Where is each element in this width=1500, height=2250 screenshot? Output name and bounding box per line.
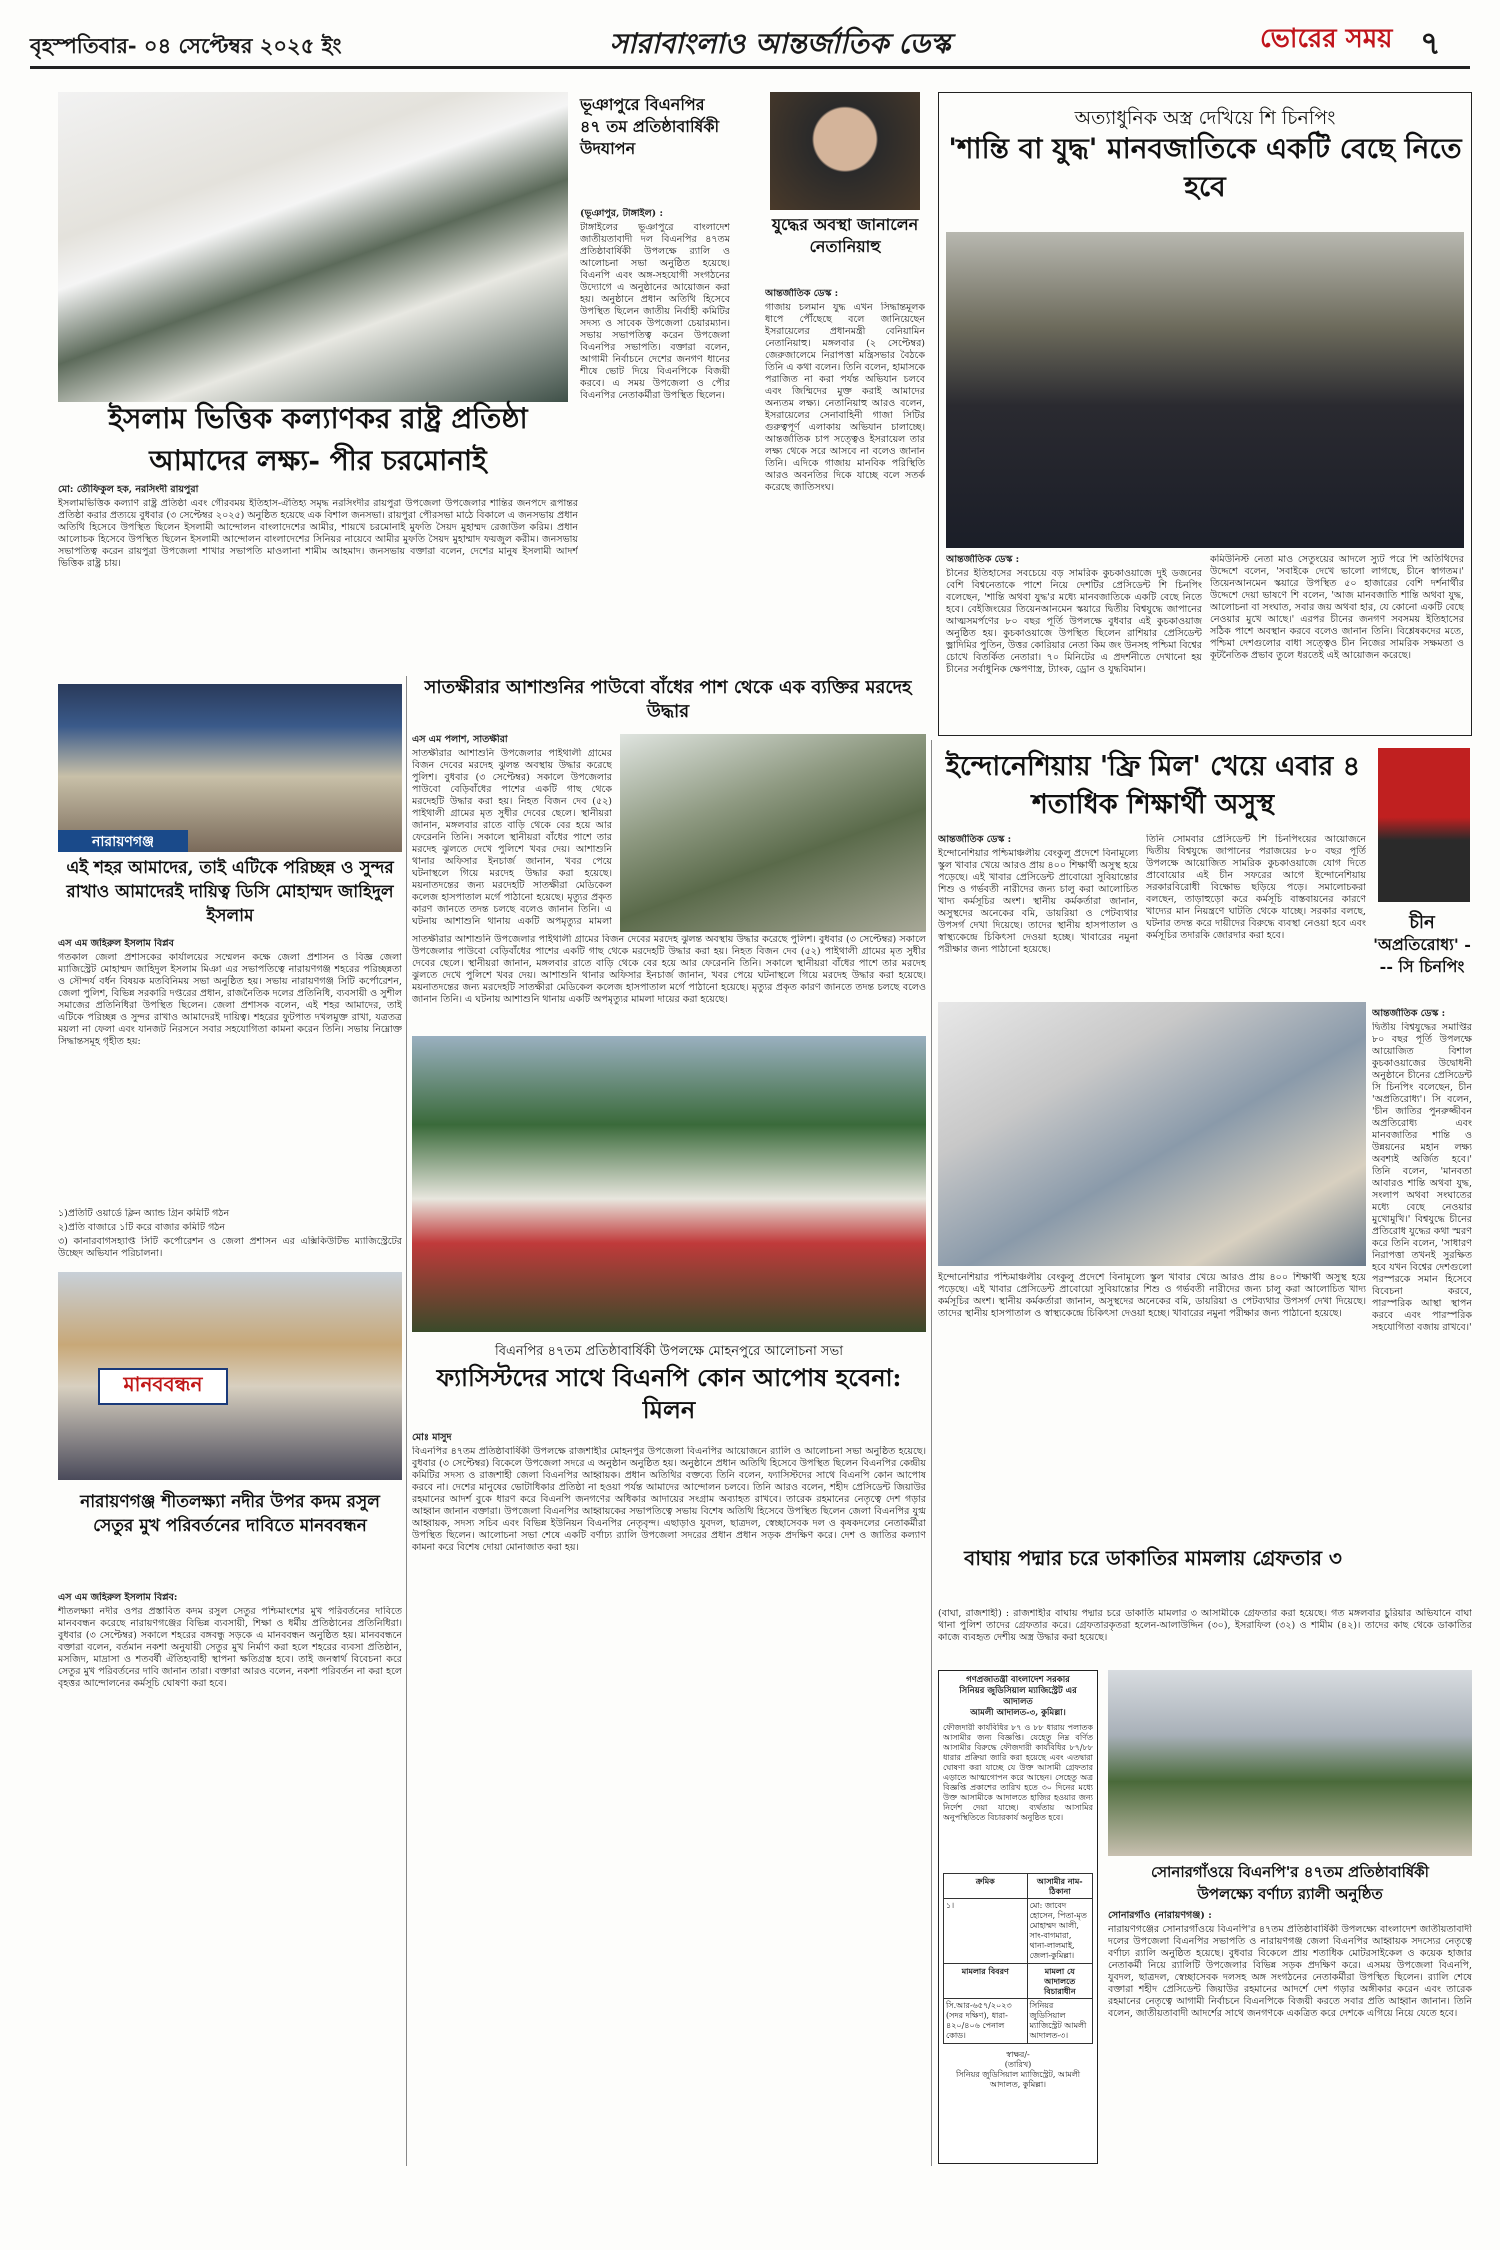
story9-kicker: বিএনপির ৪৭তম প্রতিষ্ঠাবার্ষিকী উপলক্ষে মোহনপুরে আলোচনা সভা [495, 1344, 843, 1359]
story5-body: গতকাল জেলা প্রশাসকের কার্যালয়ের সম্মেলন কক্ষে জেলা প্রশাসন ও বিজ্ঞ জেলা ম্যাজিস্ট্রেট মোহাম্মদ জাহিদুল ইসলাম মিঞা এর সভাপতিত্বে নারায়ণগঞ্জ শহরের পরিচ্ছন্নতা ও সৌন্দর্য বর্ধন বিষয়ক মতবিনিময় সভা অনুষ্ঠিত হয়। সভায় নারায়ণগঞ্জ সিটি কর্পোরেশন, জেলা পুলিশ, বিভিন্ন সরকারি দপ্তরের প্রধান, রাজনৈতিক দলের প্রতিনিধি, ব্যবসায়ী ও সুশীল সমাজের প্রতিনিধিরা উপস্থিত ছিলেন। জেলা প্রশাসক বলেন, এই শহর আমাদের, তাই এটিকে পরিচ্ছন্ন ও সুন্দর রাখাও আমাদেরই দায়িত্ব। শহরের ফুটপাত দখলমুক্ত রাখা, যত্রতত্র ময়লা না ফেলা এবং যানজট নিরসনে সবার সহযোগিতা কামনা করেন তিনি। সভায় নিম্নোক্ত সিদ্ধান্তসমূহ গৃহীত হয়: [58, 952, 402, 1047]
story3-headline: যুদ্ধের অবস্থা জানালেন নেতানিয়াহু [771, 215, 919, 256]
story9-byline: মোঃ মাসুদ [412, 1432, 452, 1443]
story1-byline: মো: তৌফিকুল হক, নরসিংদী রায়পুরা [58, 484, 199, 495]
story7-body: ইন্দোনেশিয়ার পশ্চিমাঞ্চলীয় বেংকুলু প্রদেশে বিনামূল্যে স্কুল খাবার খেয়ে আরও প্রায় ৪০০ শিক্ষার্থী অসুস্থ হয়ে পড়েছে। এই খাবার প্রেসিডেন্ট প্রাবোয়ো সুবিয়ান্তোর শিশু ও গর্ভবতী নারীদের জন্য চালু করা আলোচিত খাদ্য কর্মসূচির অংশ। স্থানীয় কর্মকর্তারা জানান, অসুস্থদের অনেকের বমি, ডায়রিয়া ও পেটব্যথার উপসর্গ দেখা দিয়েছে। তাদের স্থানীয় হাসপাতাল ও স্বাস্থ্যকেন্দ্রে চিকিৎসা দেওয়া হচ্ছে। খাবারের নমুনা পরীক্ষার জন্য পাঠানো হয়েছে। [938, 848, 1138, 955]
story8-kicker: চীন [1409, 912, 1435, 933]
story7-headline: ইন্দোনেশিয়ায় 'ফ্রি মিল' খেয়ে এবার ৪ শতাধিক শিক্ষার্থী অসুস্থ [945, 751, 1361, 820]
issue-date: বৃহস্পতিবার- ০৪ সেপ্টেম্বর ২০২৫ ইং [30, 33, 342, 58]
masthead-rule [30, 66, 1470, 69]
story6-body: সাতক্ষীরার আশাশুনি উপজেলার পাইথালী গ্রামের বিজন দেবের মরদেহ ঝুলন্ত অবস্থায় উদ্ধার করেছে পুলিশ। বুধবার (৩ সেপ্টেম্বর) সকালে উপজেলার পাউবো বেড়িবাঁধের পাশের একটি গাছ থেকে মরদেহটি উদ্ধার করা হয়। নিহত বিজন দেব (৫২) পাইথালী গ্রামের মৃত সুধীর দেবের ছেলে। স্থানীয়রা জানান, মঙ্গলবার রাতে বাড়ি থেকে বের হয়ে আর ফেরেননি তিনি। সকালে স্থানীয়রা বাঁধের পাশে তার মরদেহ ঝুলতে দেখে পুলিশে খবর দেয়। আশাশুনি থানার অফিসার ইনচার্জ জানান, খবর পেয়ে ঘটনাস্থলে গিয়ে মরদেহ উদ্ধার করা হয়েছে। ময়নাতদন্তের জন্য মরদেহটি সাতক্ষীরা মেডিকেল কলেজ হাসপাতাল মর্গে পাঠানো হয়েছে। মৃত্যুর প্রকৃত কারণ জানতে তদন্ত চলছে বলেও জানান তিনি। এ ঘটনায় আশাশুনি থানায় একটি অপমৃত্যুর মামলা দায়ের করা হয়েছে। [412, 934, 926, 1005]
story8-photo [1378, 748, 1470, 902]
story1-photo [58, 92, 568, 402]
section-title: সারাবাংলাও আন্তর্জাতিক ডেস্ক [609, 27, 951, 60]
column-rule [406, 676, 407, 2166]
story4-body2: কমিউনিস্ট নেতা মাও সেতুংয়ের আদলে স্যুট পরে শি অতিথিদের উদ্দেশে বলেন, 'সবাইকে দেখে ভালো লাগছে, চীনে স্বাগতম।' তিয়েনআনমেন স্কয়ারে উপস্থিত ৫০ হাজারের বেশি দর্শনার্থীর উদ্দেশে দেয়া ভাষণে শি বলেন, 'আজ মানবজাতি শান্তি অথবা যুদ্ধ, আলোচনা বা সংঘাত, সবার জয় অথবা হার, যে কোনো একটি বেছে নেওয়ার মুখে আছে।' এরপর চীনের জনগণ সবসময় ইতিহাসের সঠিক পাশে অবস্থান করবে বলেও জানান তিনি। বিশ্লেষকদের মতে, পশ্চিমা দেশগুলোর বাধা সত্ত্বেও চীন নিজের সামরিক সক্ষমতা ও কূটনৈতিক প্রভাব তুলে ধরতেই এই আয়োজন করেছে। [1210, 554, 1464, 661]
notice-td-court: সিনিয়র জুডিসিয়াল ম্যাজিস্ট্রেট আমলী আদালত-৩। [1027, 1999, 1092, 2044]
newspaper-logo [1260, 18, 1400, 54]
story6-headline: সাতক্ষীরার আশাশুনির পাউবো বাঁধের পাশ থেকে এক ব্যক্তির মরদেহ উদ্ধার [424, 677, 912, 722]
story4-headline: 'শান্তি বা যুদ্ধ' মানবজাতিকে একটি বেছে নিতে হবে [948, 132, 1462, 203]
page-number: ৭ [1420, 24, 1441, 62]
story5-photo-caption: নারায়ণগঞ্জ [58, 830, 188, 852]
story2-headline: ভূঞাপুরে বিএনপির ৪৭ তম প্রতিষ্ঠাবার্ষিকী উদযাপন [580, 95, 720, 158]
story1-headline-2: আমাদের লক্ষ্য- পীর চরমোনাই [149, 444, 487, 477]
story10-headline: নারায়ণগঞ্জ শীতলক্ষ্যা নদীর উপর কদম রসুল সেতুর মুখ পরিবর্তনের দাবিতে মানববন্ধন [80, 1492, 380, 1536]
story3-body: গাজায় চলমান যুদ্ধ এখন সিদ্ধান্তমূলক ধাপে পৌঁছেছে বলে জানিয়েছেন ইসরায়েলের প্রধানমন্ত্রী বেনিয়ামিন নেতানিয়াহু। মঙ্গলবার (২ সেপ্টেম্বর) জেরুজালেমে নিরাপত্তা মন্ত্রিসভার বৈঠকে তিনি এ কথা বলেন। তিনি বলেন, হামাসকে পরাজিত না করা পর্যন্ত অভিযান চলবে এবং জিম্মিদের মুক্ত করাই আমাদের অন্যতম লক্ষ্য। নেতানিয়াহু আরও বলেন, ইসরায়েলের সেনাবাহিনী গাজা সিটির গুরুত্বপূর্ণ এলাকায় অভিযান চালাচ্ছে। আন্তর্জাতিক চাপ সত্ত্বেও ইসরায়েল তার লক্ষ্য থেকে সরে আসবে না বলেও জানান তিনি। এদিকে গাজায় মানবিক পরিস্থিতি আরও অবনতির দিকে যাচ্ছে বলে সতর্ক করেছে জাতিসংঘ। [765, 302, 925, 493]
story3-dateline: আন্তর্জাতিক ডেস্ক : [765, 288, 839, 299]
story8-body: দ্বিতীয় বিশ্বযুদ্ধের সমাপ্তির ৮০ বছর পূর্তি উপলক্ষে আয়োজিত বিশাল কুচকাওয়াজের উদ্বোধনী অনুষ্ঠানে চীনের প্রেসিডেন্ট সি চিনপিং বলেছেন, চীন 'অপ্রতিরোধ্য'। সি বলেন, 'চীন জাতির পুনরুজ্জীবন অপ্রতিরোধ্য এবং মানবজাতির শান্তি ও উন্নয়নের মহান লক্ষ্য অবশ্যই অর্জিত হবে।' তিনি বলেন, 'মানবতা আবারও শান্তি অথবা যুদ্ধ, সংলাপ অথবা সংঘাতের মধ্যে বেছে নেওয়ার মুখোমুখি।' বিশ্বযুদ্ধে চীনের প্রতিরোধ যুদ্ধের কথা স্মরণ করে তিনি বলেন, 'সাধারণ নিরাপত্তা তখনই সুরক্ষিত হবে যখন বিশ্বের দেশগুলো পরস্পরকে সমান হিসেবে বিবেচনা করবে, পারস্পরিক আস্থা স্থাপন করবে এবং পারস্পরিক সহযোগিতা বজায় রাখবে।' [1372, 1022, 1472, 1333]
story10-body: শীতলক্ষ্যা নদীর ওপর প্রস্তাবিত কদম রসুল সেতুর পশ্চিমাংশের মুখ পরিবর্তনের দাবিতে মানববন্ধন করেছে নারায়ণগঞ্জের বিভিন্ন ব্যবসায়ী, শিক্ষা ও ধর্মীয় প্রতিষ্ঠানের প্রতিনিধিরা। বুধবার (৩ সেপ্টেম্বর) সকালে শহরের বঙ্গবন্ধু সড়কে এ মানববন্ধন অনুষ্ঠিত হয়। মানববন্ধনে বক্তারা বলেন, বর্তমান নকশা অনুযায়ী সেতুর মুখ নির্মাণ করা হলে শহরের ব্যবসা প্রতিষ্ঠান, মসজিদ, মাদ্রাসা ও শতবর্ষী ঐতিহ্যবাহী স্থাপনা ক্ষতিগ্রস্ত হবে। তাই জনস্বার্থ বিবেচনা করে সেতুর মুখ পরিবর্তনের দাবি জানান তারা। বক্তারা আরও বলেন, নকশা পরিবর্তন না করা হলে বৃহত্তর আন্দোলনের কর্মসূচি ঘোষণা করা হবে। [58, 1606, 402, 1689]
notice-body: ফৌজদারী কার্যবিধির ৮৭ ও ৮৮ ধারায় পলাতক আসামীর জন্য বিজ্ঞপ্তি। যেহেতু নিম্ন বর্ণিত আসামীর বিরুদ্ধে ফৌজদারী কার্যবিধির ৮৭/৮৮ ধারার প্রক্রিয়া জারি করা হয়েছে এবং এতদ্বারা ঘোষণা করা যাচ্ছে যে উক্ত আসামী গ্রেফতার এড়াতে আত্মগোপন করে আছেন। সেহেতু অত্র বিজ্ঞপ্তি প্রকাশের তারিখ হতে ৩০ দিনের মধ্যে উক্ত আসামীকে আদালতে হাজির হওয়ার জন্য নির্দেশ দেয়া যাচ্ছে। ব্যর্থতায় আসামির অনুপস্থিতিতে বিচারকার্য অনুষ্ঠিত হবে। [943, 1723, 1093, 1822]
story5-headline: এই শহর আমাদের, তাই এটিকে পরিচ্ছন্ন ও সুন্দর রাখাও আমাদেরই দায়িত্ব ডিসি মোহাম্মদ জাহিদুল ইসলাম [66, 858, 394, 926]
story7-body3: ইন্দোনেশিয়ার পশ্চিমাঞ্চলীয় বেংকুলু প্রদেশে বিনামূল্যে স্কুল খাবার খেয়ে আরও প্রায় ৪০০ শিক্ষার্থী অসুস্থ হয়ে পড়েছে। এই খাবার প্রেসিডেন্ট প্রাবোয়ো সুবিয়ান্তোর শিশু ও গর্ভবতী নারীদের জন্য চালু করা আলোচিত খাদ্য কর্মসূচির অংশ। স্থানীয় কর্মকর্তারা জানান, অসুস্থদের অনেকের বমি, ডায়রিয়া ও পেটব্যথার উপসর্গ দেখা দিয়েছে। তাদের স্থানীয় হাসপাতাল ও স্বাস্থ্যকেন্দ্রে চিকিৎসা দেওয়া হচ্ছে। খাবারের নমুনা পরীক্ষার জন্য পাঠানো হয়েছে। [938, 1272, 1366, 1319]
story10-photo [58, 1272, 402, 1480]
story12-photo [1108, 1670, 1472, 1856]
masthead [30, 12, 1470, 62]
notice-th-serial: ক্রমিক [944, 1874, 1028, 1899]
notice-th-accused: আসামীর নাম-ঠিকানা [1027, 1874, 1092, 1899]
story9-headline: ফ্যাসিস্টদের সাথে বিএনপি কোন আপোষ হবেনা: মিলন [436, 1363, 902, 1424]
notice-header: গণপ্রজাতন্ত্রী বাংলাদেশ সরকার সিনিয়র জুডিসিয়াল ম্যাজিস্ট্রেট এর আদালত আমলী আদালত-৩, কুমিল্লা। [959, 1675, 1077, 1718]
story10-banner: মানববন্ধন [98, 1368, 228, 1405]
rally-photo [412, 1036, 926, 1332]
story11-body: (বাঘা, রাজশাহী) : রাজশাহীর বাঘায় পদ্মার চরে ডাকাতি মামলার ৩ আসামীকে গ্রেফতার করা হয়েছে। গত মঙ্গলবার চুরিয়ার অভিযানে বাঘা থানা পুলিশ তাদের গ্রেফতার করে। গ্রেফতারকৃতরা হলেন-আলাউদ্দিন (৩০), ইসরাফিল (৩২) ও শামীম (৪২)। তাদের কাছ থেকে ডাকাতির কাজে ব্যবহৃত দেশীয় অস্ত্র উদ্ধার করা হয়েছে। [938, 1608, 1472, 1643]
notice-signature: স্বাক্ষর/- (তারিখ) সিনিয়র জুডিসিয়াল ম্যাজিস্ট্রেট, আমলী আদালত, কুমিল্লা। [955, 2050, 1080, 2089]
story12-caption-1: সোনারগাঁওয়ে বিএনপি'র ৪৭তম প্রতিষ্ঠাবার্ষিকী [1151, 1863, 1429, 1881]
story10-byline: এস এম জহিরুল ইসলাম বিপ্লব: [58, 1592, 178, 1603]
notice-th-case: মামলার বিবরণ [944, 1964, 1028, 1999]
story4-dateline: আন্তর্জাতিক ডেস্ক : [946, 554, 1020, 565]
story4-body: চীনের ইতিহাসের সবচেয়ে বড় সামরিক কুচকাওয়াজে দুই ডজনের বেশি বিশ্বনেতাকে পাশে নিয়ে দেশটির প্রেসিডেন্ট শি চিনপিং বলেছেন, 'শান্তি অথবা যুদ্ধ'র মধ্যে মানবজাতিকে একটি বেছে নিতে হবে। বেইজিংয়ের তিয়েনআনমেন স্কয়ারে দ্বিতীয় বিশ্বযুদ্ধে জাপানের আত্মসমর্পণের ৮০ বছর পূর্তি উপলক্ষে বুধবার এই কুচকাওয়াজ অনুষ্ঠিত হয়। কুচকাওয়াজে উপস্থিত ছিলেন রাশিয়ার প্রেসিডেন্ট ভ্লাদিমির পুতিন, উত্তর কোরিয়ার নেতা কিম জং উনসহ পশ্চিমা বিশ্বের চোখে বিতর্কিত নেতারা। ৭০ মিনিটের এ প্রদর্শনীতে দেখানো হয় চীনের সর্বাধুনিক ক্ষেপণাস্ত্র, ট্যাংক, ড্রোন ও যুদ্ধবিমান। [946, 568, 1202, 675]
story4-kicker: অত্যাধুনিক অস্ত্র দেখিয়ে শি চিনপিং [1074, 107, 1336, 129]
story7-body2: তিনি সোমবার প্রেসিডেন্ট শি চিনপিংয়ের আয়োজনে দ্বিতীয় বিশ্বযুদ্ধে জাপানের পরাজয়ের ৮০ বছর পূর্তি উপলক্ষে আয়োজিত সামরিক কুচকাওয়াজে যোগ দিতে প্রাবোয়োর এই চীন সফরের আগে ইন্দোনেশিয়ায় সরকারবিরোধী বিক্ষোভ ছড়িয়ে পড়ে। সমালোচকরা বলছেন, তাড়াহুড়ো করে কর্মসূচি বাস্তবায়নের কারণে খাদ্যের মান নিয়ন্ত্রণে ঘাটতি থেকে যাচ্ছে। সরকার বলছে, ঘটনার তদন্ত করে দায়ীদের বিরুদ্ধে ব্যবস্থা নেওয়া হবে এবং কর্মসূচির তদারকি জোরদার করা হবে। [1146, 834, 1366, 941]
story1-body: ইসলামভিত্তিক কল্যাণ রাষ্ট্র প্রতিষ্ঠা এবং গৌরবময় ইতিহাস-ঐতিহ্য সমৃদ্ধ নরসিংদীর রায়পুরা উপজেলা উপজেলার শান্তির জনপদে রূপান্তর প্রতিষ্ঠা করার প্রত্যয়ে বুধবার (৩ সেপ্টেম্বর ২০২৫) অনুষ্ঠিত হয়েছে এক বিশাল জনসভা। রায়পুরা পৌরসভা মাঠে বিকালে এ জনসভায় প্রধান অতিথি হিসেবে উপস্থিত ছিলেন ইসলামী আন্দোলন বাংলাদেশের আমীর, শায়খে চরমোনাই মুফতি সৈয়দ মুহাম্মদ রেজাউল করিম। প্রধান আলোচক হিসেবে উপস্থিত ছিলেন ইসলামী আন্দোলন বাংলাদেশের সিনিয়র নায়েবে আমীর মুফতি সৈয়দ মুহাম্মাদ ফয়জুল করীম। জনসভায় সভাপতিত্ব করেন রায়পুরা উপজেলা শাখার সভাপতি মাওলানা শামীম আহমাদ। জনসভায় বক্তারা বলেন, দেশের মানুষ ইসলামী আদর্শ ভিত্তিক রাষ্ট্র চায়। [58, 498, 578, 569]
notice-th-court: মামলা যে আদালতে বিচারাধীন [1027, 1964, 1092, 1999]
story6-photo [620, 734, 926, 932]
court-notice [938, 1670, 1098, 2164]
story4-photo [946, 232, 1464, 548]
column-rule [931, 740, 932, 2166]
story7-dateline: আন্তর্জাতিক ডেস্ক : [938, 834, 1012, 845]
story3-photo [770, 92, 920, 210]
story8-headline: 'অপ্রতিরোধ্য' --- সি চিনপিং [1373, 935, 1471, 976]
story5-photo [58, 684, 402, 852]
story5-item-3: ৩) কানারবাগসহ্যাপ্ত সিটি কর্পোরেশন ও জেলা প্রশাসন এর এক্সিকিউটিভ ম্যাজিস্ট্রেটের উচ্ছেদ অভিযান পরিচালনা। [58, 1236, 402, 1259]
story6-byline: এস এম পলাশ, সাতক্ষীরা [412, 734, 508, 745]
story6-body-left: সাতক্ষীরার আশাশুনি উপজেলার পাইথালী গ্রামের বিজন দেবের মরদেহ ঝুলন্ত অবস্থায় উদ্ধার করেছে পুলিশ। বুধবার (৩ সেপ্টেম্বর) সকালে উপজেলার পাউবো বেড়িবাঁধের পাশের একটি গাছ থেকে মরদেহটি উদ্ধার করা হয়। নিহত বিজন দেব (৫২) পাইথালী গ্রামের মৃত সুধীর দেবের ছেলে। স্থানীয়রা জানান, মঙ্গলবার রাতে বাড়ি থেকে বের হয়ে আর ফেরেননি তিনি। সকালে স্থানীয়রা বাঁধের পাশে তার মরদেহ ঝুলতে দেখে পুলিশে খবর দেয়। আশাশুনি থানার অফিসার ইনচার্জ জানান, খবর পেয়ে ঘটনাস্থলে গিয়ে মরদেহ উদ্ধার করা হয়েছে। ময়নাতদন্তের জন্য মরদেহটি সাতক্ষীরা মেডিকেল কলেজ হাসপাতাল মর্গে পাঠানো হয়েছে। মৃত্যুর প্রকৃত কারণ জানতে তদন্ত চলছে বলেও জানান তিনি। এ ঘটনায় আশাশুনি থানায় একটি অপমৃত্যুর মামলা [412, 748, 612, 927]
story8-dateline: আন্তর্জাতিক ডেস্ক : [1372, 1008, 1446, 1019]
story5-item-2: ২)প্রতি বাজারে ১টি করে বাজার কমিটি গঠন [58, 1222, 226, 1233]
story5-byline: এস এম জহিরুল ইসলাম বিপ্লব [58, 938, 174, 949]
story5-item-1: ১)প্রতিটি ওয়ার্ডে ক্লিন অ্যান্ড গ্রিন কমিটি গঠন [58, 1208, 230, 1219]
notice-table [943, 1873, 1093, 2044]
story2-body: টাঙ্গাইলের ভূঞাপুরে বাংলাদেশ জাতীয়তাবাদী দল বিএনপির ৪৭তম প্রতিষ্ঠাবার্ষিকী উপলক্ষে র‍্যালি ও আলোচনা সভা অনুষ্ঠিত হয়েছে। বিএনপি এবং অঙ্গ-সহযোগী সংগঠনের উদ্যোগে এ অনুষ্ঠানের আয়োজন করা হয়। অনুষ্ঠানে প্রধান অতিথি হিসেবে উপস্থিত ছিলেন জাতীয় নির্বাহী কমিটির সদস্য ও সাবেক উপজেলা চেয়ারম্যান। সভায় সভাপতিত্ব করেন উপজেলা বিএনপির সভাপতি। বক্তারা বলেন, আগামী নির্বাচনে দেশের জনগণ ধানের শীষে ভোট দিয়ে বিএনপিকে বিজয়ী করবে। এ সময় উপজেলা ও পৌর বিএনপির নেতাকর্মীরা উপস্থিত ছিলেন। [580, 222, 730, 401]
notice-td-accused: মো: জাবেদ হোসেন, পিতা-মৃত মোহাম্মদ আলী, সাং-বাগমারা, থানা-লালমাই, জেলা-কুমিল্লা। [1027, 1899, 1092, 1964]
story7-photo [938, 1002, 1366, 1266]
story2-dateline: (ভূঞাপুর, টাঙ্গাইল) : [580, 208, 663, 219]
story1-headline-1: ইসলাম ভিত্তিক কল্যাণকর রাষ্ট্র প্রতিষ্ঠা [108, 402, 528, 435]
logo-text: ভোরের সময় [1260, 24, 1393, 54]
story11-headline: বাঘায় পদ্মার চরে ডাকাতির মামলায় গ্রেফতার ৩ [964, 1546, 1342, 1570]
story12-body: নারায়ণগঞ্জের সোনারগাঁওয়ে বিএনপি'র ৪৭তম প্রতিষ্ঠাবার্ষিকী উপলক্ষ্যে বাংলাদেশ জাতীয়তাবাদী দলের উপজেলা বিএনপির সভাপতি ও নারায়ণগঞ্জ জেলা বিএনপির আহ্বায়ক সদস্যের নেতৃত্বে বর্ণাঢ্য র‍্যালি অনুষ্ঠিত হয়েছে। বুধবার বিকেলে প্রায় শতাধিক মোটরসাইকেল ও কয়েক হাজার নেতাকর্মী নিয়ে র‍্যালিটি উপজেলার বিভিন্ন সড়ক প্রদক্ষিণ করে। এসময় উপজেলা বিএনপি, যুবদল, ছাত্রদল, স্বেচ্ছাসেবক দলসহ অঙ্গ সংগঠনের নেতাকর্মীরা উপস্থিত ছিলেন। র‍্যালি শেষে বক্তারা শহীদ প্রেসিডেন্ট জিয়াউর রহমানের আদর্শে দেশ গড়ার অঙ্গীকার করেন এবং তারেক রহমানের নেতৃত্বে আগামী নির্বাচনে বিএনপিকে বিজয়ী করতে সবার প্রতি আহ্বান জানান। তিনি বলেন, জাতীয়তাবাদী আদর্শের সাথে জনগণকে একত্রিত করে দেশকে এগিয়ে নিয়ে যেতে হবে। [1108, 1924, 1472, 2019]
notice-td-case: সি.আর-৬৫৭/২০২৩ (সদর দক্ষিণ), ধারা- ৪২০/৪০৬ পেনাল কোড। [944, 1999, 1028, 2044]
story12-caption-2: উপলক্ষ্যে বর্ণাঢ্য র‍্যালী অনুষ্ঠিত [1197, 1885, 1383, 1903]
notice-td-serial: ১। [944, 1899, 1028, 1964]
story9-body: বিএনপির ৪৭তম প্রতিষ্ঠাবার্ষিকী উপলক্ষে রাজশাহীর মোহনপুর উপজেলা বিএনপির আয়োজনে র‍্যালি ও আলোচনা সভা অনুষ্ঠিত হয়েছে। বুধবার (৩ সেপ্টেম্বর) বিকেলে উপজেলা সদরে এ অনুষ্ঠান অনুষ্ঠিত হয়। অনুষ্ঠানে প্রধান অতিথি হিসেবে উপস্থিত ছিলেন বিএনপির কেন্দ্রীয় কমিটির সদস্য ও রাজশাহী জেলা বিএনপির আহ্বায়ক। প্রধান অতিথির বক্তব্যে তিনি বলেন, ফ্যাসিস্টদের সাথে বিএনপি কোন আপোষ করবে না। দেশের মানুষের ভোটাধিকার প্রতিষ্ঠা না হওয়া পর্যন্ত আমাদের আন্দোলন চলবে। তিনি আরও বলেন, শহীদ প্রেসিডেন্ট জিয়াউর রহমানের আদর্শ বুকে ধারণ করে বিএনপি জনগণের অধিকার আদায়ের সংগ্রাম অব্যাহত রাখবে। তারেক রহমানের নেতৃত্বে দেশ গড়ার আহ্বান জানান বক্তারা। উপজেলা বিএনপির আহ্বায়কের সভাপতিত্বে সভায় বিশেষ অতিথি হিসেবে উপস্থিত ছিলেন জেলা বিএনপির যুগ্ম আহ্বায়ক, সদস্য সচিব এবং বিভিন্ন ইউনিয়ন বিএনপির নেতৃবৃন্দ। এছাড়াও যুবদল, ছাত্রদল, স্বেচ্ছাসেবক দল ও কৃষকদলের নেতাকর্মীরা উপস্থিত ছিলেন। আলোচনা সভা শেষে একটি বর্ণাঢ্য র‍্যালি উপজেলা সদরের প্রধান প্রধান সড়ক প্রদক্ষিণ করে। দেশ ও জাতির কল্যাণ কামনা করে বিশেষ দোয়া মোনাজাত করা হয়। [412, 1446, 926, 1553]
story12-dateline: সোনারগাঁও (নারায়ণগঞ্জ) : [1108, 1910, 1212, 1921]
